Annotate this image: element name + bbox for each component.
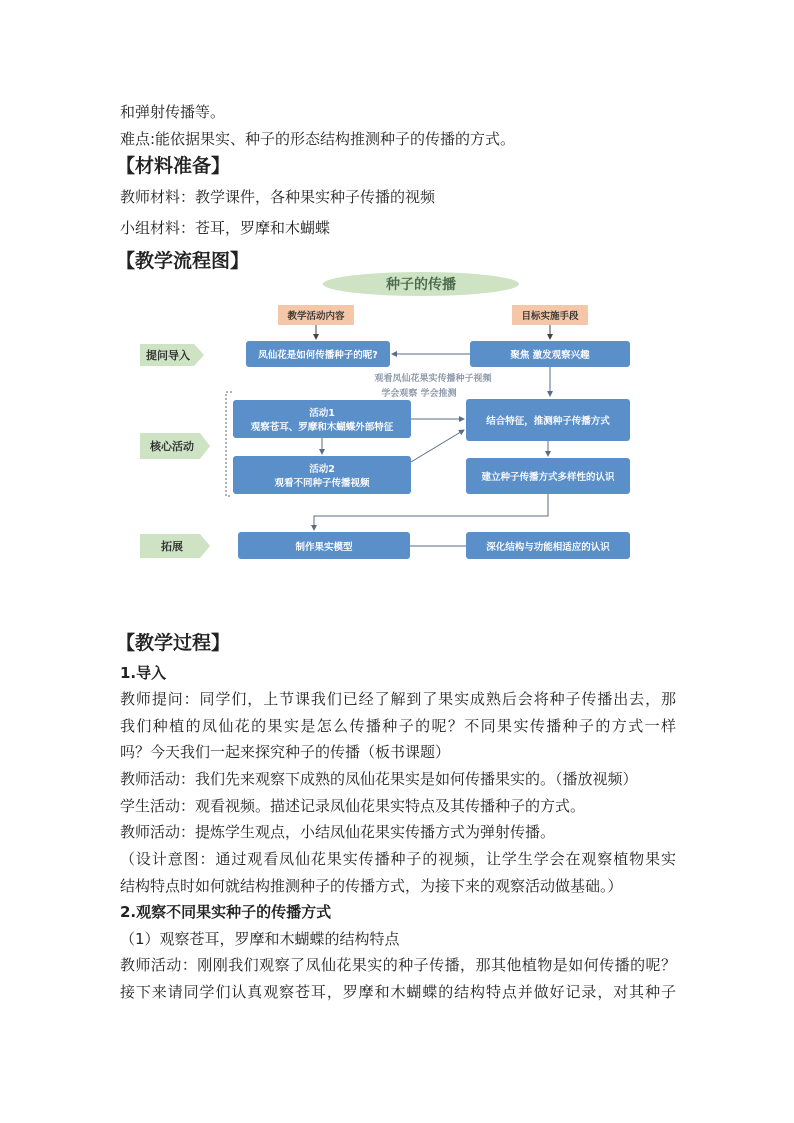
side-label-question: 提问导入 xyxy=(146,349,190,362)
box-diversity-text: 建立种子传播方式多样性的认识 xyxy=(481,472,615,483)
flow-heading: 【教学流程图】 xyxy=(116,250,250,272)
para-2: 教师活动：我们先来观察下成熟的凤仙花果实是如何传播果实的。（播放视频） xyxy=(120,770,638,788)
note-video: 观看凤仙花果实传播种子视频 xyxy=(374,374,492,384)
box-deepen-text: 深化结构与功能相适应的认识 xyxy=(486,542,610,553)
activity-1-text: 观察苍耳、罗摩和木蝴蝶外部特征 xyxy=(250,422,394,433)
intro-line-1: 和弹射传播等。 xyxy=(120,103,226,121)
para-5-line-1: （设计意图：通过观看凤仙花果实传播种子的视频，让学生学会在观察植物果实 xyxy=(120,850,676,868)
activity-1-title: 活动1 xyxy=(309,408,335,419)
intro-line-2: 难点:能依据果实、种子的形态结构推测种子的传播的方式。 xyxy=(120,130,516,148)
para-6-line-1: 教师活动：刚刚我们观察了凤仙花果实的种子传播，那其他植物是如何传播的呢？ xyxy=(120,956,676,974)
box-infer-text: 结合特征，推测种子传播方式 xyxy=(486,416,610,427)
note-learn: 学会观察 学会推测 xyxy=(381,389,457,399)
materials-heading: 【材料准备】 xyxy=(116,155,231,177)
para-6-line-2: 接下来请同学们认真观察苍耳，罗摩和木蝴蝶的结构特点并做好记录，对其种子 xyxy=(120,983,676,1001)
process-heading: 【教学过程】 xyxy=(116,632,231,654)
teaching-flow-diagram xyxy=(136,270,636,570)
box-focus-text: 聚焦 激发观察兴趣 xyxy=(510,350,590,361)
para-4: 教师活动：提炼学生观点，小结凤仙花果实传播方式为弹射传播。 xyxy=(120,823,556,841)
activity-2-title: 活动2 xyxy=(309,464,335,475)
para-5-line-2: 结构特点时如何就结构推测种子的传播方式，为接下来的观察活动做基础。） xyxy=(120,877,623,895)
box-model-text: 制作果实模型 xyxy=(295,542,353,553)
section-2-title: 2.观察不同果实种子的传播方式 xyxy=(120,903,332,921)
col-head-right: 目标实施手段 xyxy=(521,311,579,322)
subsection-1: （1）观察苍耳，罗摩和木蝴蝶的结构特点 xyxy=(120,930,400,948)
teacher-materials: 教师材料：教学课件，各种果实种子传播的视频 xyxy=(120,188,436,206)
side-label-core: 核心活动 xyxy=(150,440,194,453)
activity-2-text: 观看不同种子传播视频 xyxy=(274,478,370,489)
col-head-left: 教学活动内容 xyxy=(287,311,345,322)
para-1-line-2: 我们种植的凤仙花的果实是怎么传播种子的呢？不同果实传播种子的方式一样 xyxy=(120,717,676,735)
para-3: 学生活动：观看视频。描述记录凤仙花果实特点及其传播种子的方式。 xyxy=(120,797,586,815)
diagram-title: 种子的传播 xyxy=(386,277,456,293)
section-1-title: 1.导入 xyxy=(120,664,167,682)
para-1-line-1: 教师提问：同学们，上节课我们已经了解到了果实成熟后会将种子传播出去，那 xyxy=(120,690,676,708)
side-label-extend: 拓展 xyxy=(161,540,183,553)
group-materials: 小组材料：苍耳，罗摩和木蝴蝶 xyxy=(120,219,331,237)
para-1-line-3: 吗？今天我们一起来探究种子的传播（板书课题） xyxy=(120,743,451,761)
box-question-text: 凤仙花是如何传播种子的呢? xyxy=(258,350,378,361)
